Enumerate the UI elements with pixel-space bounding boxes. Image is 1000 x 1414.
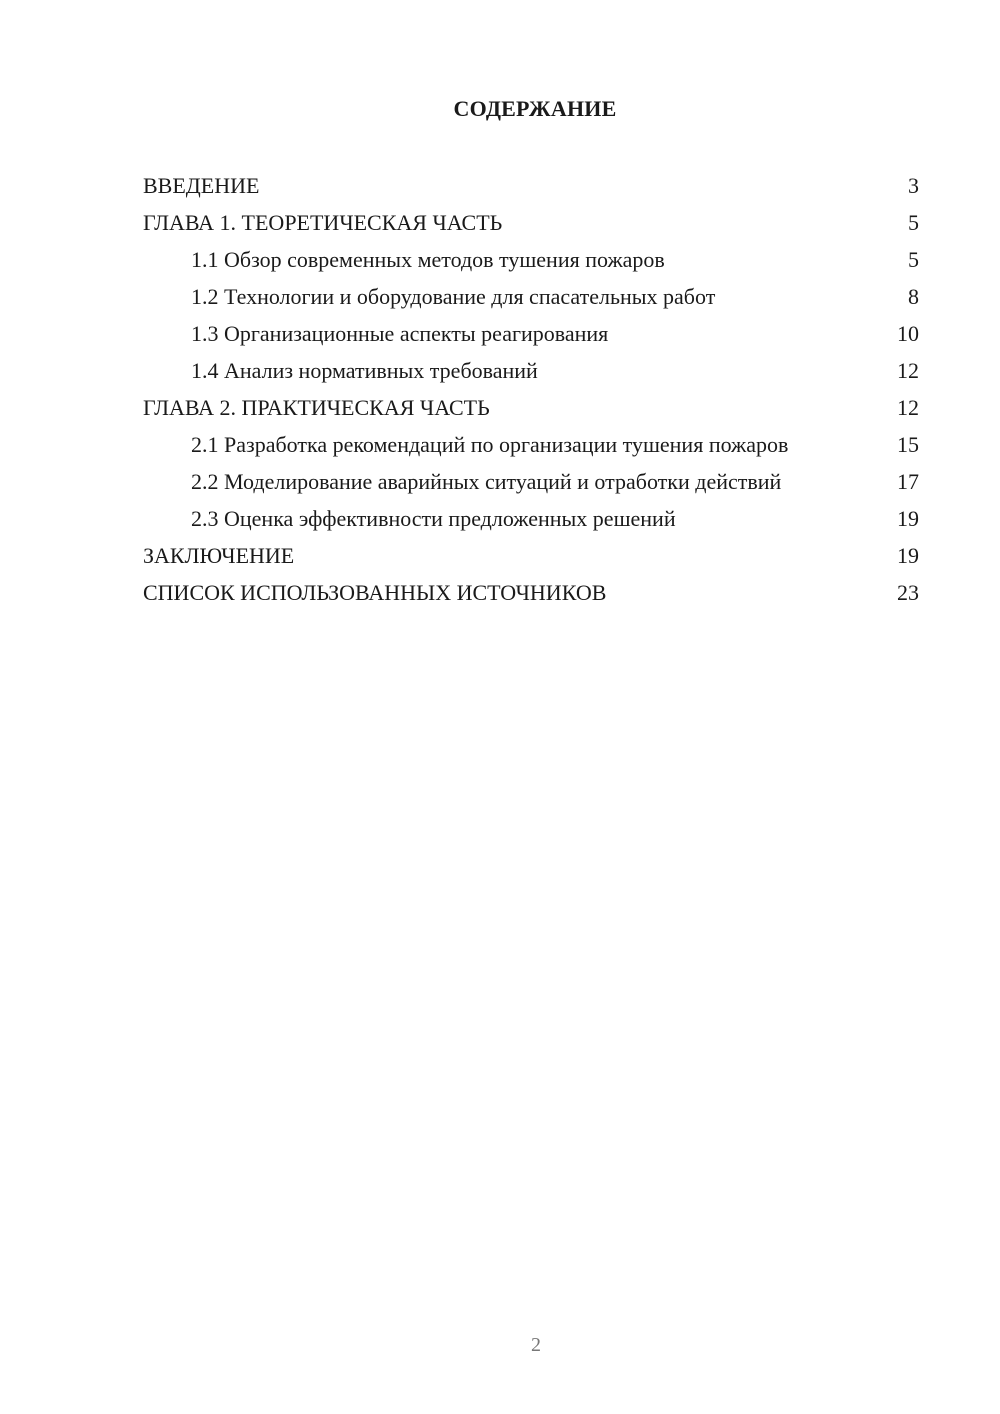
page-number: 2 bbox=[531, 1334, 541, 1356]
toc-entry[interactable] bbox=[143, 205, 919, 242]
page-title: СОДЕРЖАНИЕ bbox=[453, 96, 617, 121]
toc-entry[interactable] bbox=[143, 538, 919, 575]
toc-entry-label: 2.1 Разработка рекомендаций по организации тушения пожаров bbox=[191, 432, 789, 457]
toc-entry-page: 5 bbox=[908, 247, 919, 272]
toc-entry-page: 10 bbox=[897, 321, 919, 346]
toc-entry-page: 5 bbox=[908, 210, 919, 235]
toc-entry[interactable] bbox=[143, 242, 919, 279]
toc-entry-page: 19 bbox=[897, 506, 919, 531]
toc-entry[interactable] bbox=[143, 501, 919, 538]
table-of-contents bbox=[143, 168, 919, 612]
toc-entry[interactable] bbox=[143, 427, 919, 464]
toc-entry-page: 23 bbox=[897, 580, 919, 605]
toc-entry-page: 12 bbox=[897, 358, 919, 383]
toc-entry-label: 2.3 Оценка эффективности предложенных решений bbox=[191, 506, 676, 531]
toc-entry[interactable] bbox=[143, 390, 919, 427]
toc-entry[interactable] bbox=[143, 168, 919, 205]
toc-entry-label: СПИСОК ИСПОЛЬЗОВАННЫХ ИСТОЧНИКОВ bbox=[143, 580, 607, 605]
toc-entry-page: 3 bbox=[908, 173, 919, 198]
toc-entry-page: 19 bbox=[897, 543, 919, 568]
toc-entry-page: 8 bbox=[908, 284, 919, 309]
toc-entry-label: 1.4 Анализ нормативных требований bbox=[191, 358, 538, 383]
toc-entry-label: 2.2 Моделирование аварийных ситуаций и отработки действий bbox=[191, 469, 782, 494]
toc-entry-label: 1.3 Организационные аспекты реагирования bbox=[191, 321, 609, 346]
toc-entry[interactable] bbox=[143, 279, 919, 316]
toc-entry-page: 15 bbox=[897, 432, 919, 457]
toc-entry-label: ГЛАВА 2. ПРАКТИЧЕСКАЯ ЧАСТЬ bbox=[143, 395, 490, 420]
toc-entry-label: ЗАКЛЮЧЕНИЕ bbox=[143, 543, 295, 568]
toc-entry-label: ВВЕДЕНИЕ bbox=[143, 173, 260, 198]
toc-entry[interactable] bbox=[143, 316, 919, 353]
toc-entry[interactable] bbox=[143, 353, 919, 390]
toc-entry[interactable] bbox=[143, 464, 919, 501]
toc-entry-label: ГЛАВА 1. ТЕОРЕТИЧЕСКАЯ ЧАСТЬ bbox=[143, 210, 503, 235]
toc-entry-label: 1.1 Обзор современных методов тушения пожаров bbox=[191, 247, 665, 272]
toc-entry-page: 17 bbox=[897, 469, 919, 494]
toc-entry-label: 1.2 Технологии и оборудование для спасательных работ bbox=[191, 284, 716, 309]
toc-entry-page: 12 bbox=[897, 395, 919, 420]
toc-entry[interactable] bbox=[143, 575, 919, 612]
